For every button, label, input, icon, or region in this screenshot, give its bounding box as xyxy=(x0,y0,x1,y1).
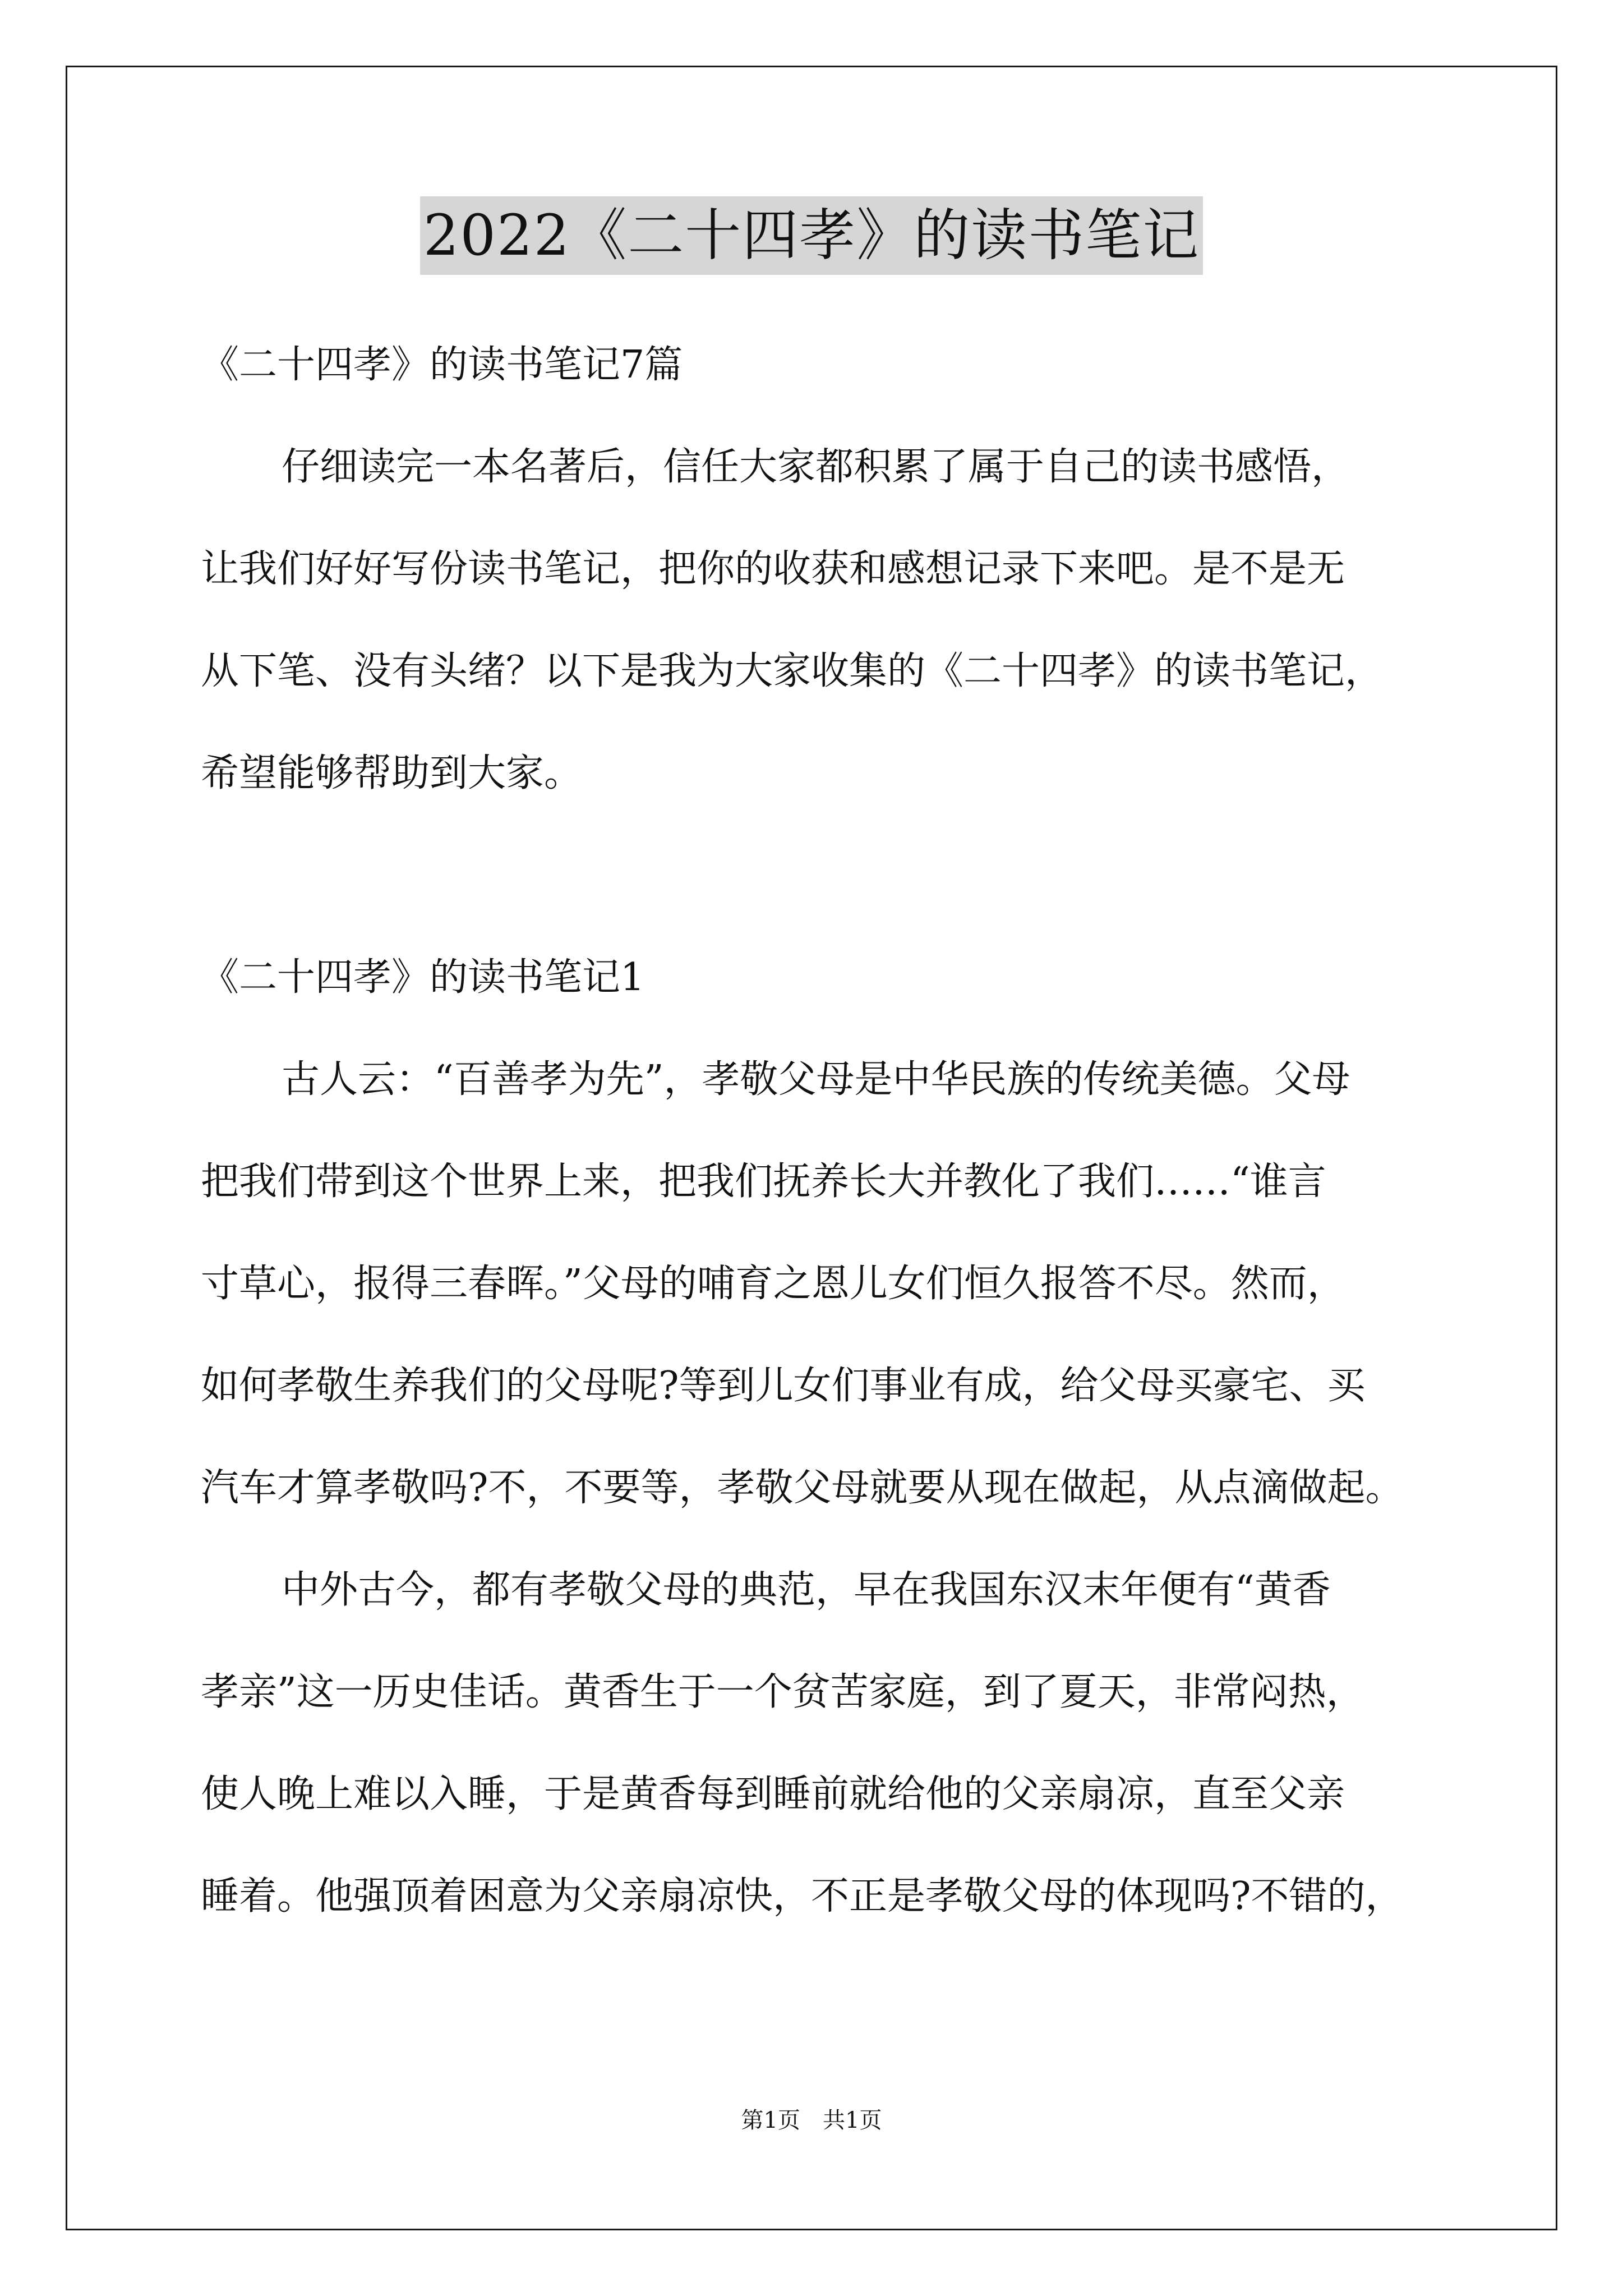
page-footer: 第1页 共1页 xyxy=(741,2108,882,2133)
body-line: 古人云：“百善孝为先”，孝敬父母是中华民族的传统美德。父母 xyxy=(282,1057,1350,1102)
intro-line: 仔细读完一本名著后，信任大家都积累了属于自己的读书感悟， xyxy=(282,445,1350,489)
document-title: 2022《二十四孝》的读书笔记 xyxy=(420,196,1204,275)
body-line: 寸草心，报得三春晖。”父母的哺育之恩儿女们恒久报答不尽。然而， xyxy=(201,1262,1345,1306)
body-line: 把我们带到这个世界上来，把我们抚养长大并教化了我们……“谁言 xyxy=(201,1159,1326,1204)
body-line: 如何孝敬生养我们的父母呢?等到儿女们事业有成，给父母买豪宅、买 xyxy=(201,1364,1366,1408)
intro-line: 从下笔、没有头绪？以下是我为大家收集的《二十四孝》的读书笔记， xyxy=(201,649,1384,693)
paragraph-gap xyxy=(201,825,1468,927)
intro-line: 希望能够帮助到大家。 xyxy=(201,751,583,795)
body-line: 汽车才算孝敬吗?不，不要等，孝敬父母就要从现在做起，从点滴做起。 xyxy=(201,1466,1404,1510)
body-line: 中外古今，都有孝敬父母的典范，早在我国东汉末年便有“黄香 xyxy=(282,1568,1331,1612)
body-line: 使人晚上难以入睡，于是黄香每到睡前就给他的父亲扇凉，直至父亲 xyxy=(201,1772,1345,1816)
intro-line: 让我们好好写份读书笔记，把你的收获和感想记录下来吧。是不是无 xyxy=(201,547,1345,591)
section-heading: 《二十四孝》的读书笔记1 xyxy=(201,955,645,1000)
title-container xyxy=(0,196,1623,275)
document-body xyxy=(201,314,1468,1948)
subtitle: 《二十四孝》的读书笔记7篇 xyxy=(201,343,683,387)
body-line: 孝亲”这一历史佳话。黄香生于一个贫苦家庭，到了夏天，非常闷热， xyxy=(201,1670,1364,1714)
body-line: 睡着。他强顶着困意为父亲扇凉快，不正是孝敬父母的体现吗?不错的， xyxy=(201,1874,1404,1918)
